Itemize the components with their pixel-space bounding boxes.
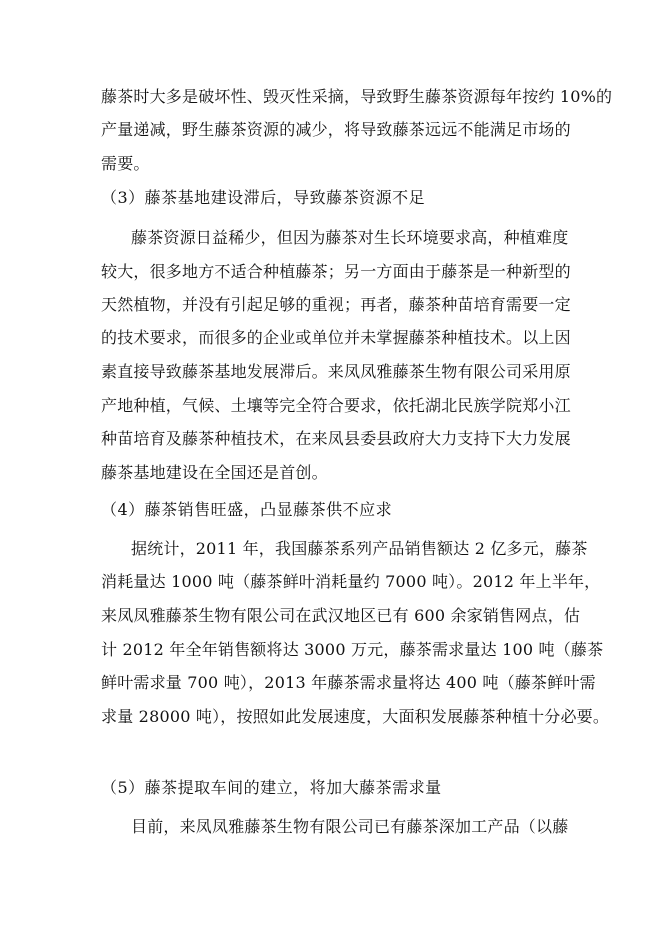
body-text-line: 鲜叶需求量 700 吨），2013 年藤茶需求量将达 400 吨（藤茶鲜叶需 — [101, 673, 596, 692]
body-text-line: 消耗量达 1000 吨（藤茶鲜叶消耗量约 7000 吨）。2012 年上半年， — [101, 572, 601, 591]
body-text-line: 种苗培育及藤茶种植技术，在来凤县委县政府大力支持下大力发展 — [101, 429, 571, 448]
body-text-line: 据统计，2011 年，我国藤茶系列产品销售额达 2 亿多元，藤茶 — [131, 539, 588, 558]
body-text-line: 产量递减，野生藤茶资源的减少，将导致藤茶远远不能满足市场的 — [101, 120, 571, 139]
body-text-line: 需要。 — [101, 154, 150, 173]
body-text-line: 天然植物，并没有引起足够的重视；再者，藤茶种苗培育需要一定 — [101, 295, 571, 314]
section-heading-4: （4）藤茶销售旺盛，凸显藤茶供不应求 — [101, 500, 393, 519]
body-text-line: 藤茶基地建设在全国还是首创。 — [101, 463, 328, 482]
body-text-line: 藤茶时大多是破坏性、毁灭性采摘，导致野生藤茶资源每年按约 10%的 — [101, 87, 613, 106]
body-text-line: 较大，很多地方不适合种植藤茶；另一方面由于藤茶是一种新型的 — [101, 262, 571, 281]
body-text-line: 素直接导致藤茶基地发展滞后。来凤凤雅藤茶生物有限公司采用原 — [101, 362, 571, 381]
body-text-line: 产地种植，气候、土壤等完全符合要求，依托湖北民族学院郑小江 — [101, 396, 571, 415]
body-text-line: 计 2012 年全年销售额将达 3000 万元，藤茶需求量达 100 吨（藤茶 — [101, 640, 604, 659]
section-heading-3: （3）藤茶基地建设滞后，导致藤茶资源不足 — [101, 188, 426, 207]
body-text-line: 来凤凤雅藤茶生物有限公司在武汉地区已有 600 余家销售网点，估 — [101, 606, 581, 625]
section-heading-5: （5）藤茶提取车间的建立，将加大藤茶需求量 — [101, 778, 442, 797]
body-text-line: 目前，来凤凤雅藤茶生物有限公司已有藤茶深加工产品（以藤 — [131, 817, 569, 836]
body-text-line: 藤茶资源日益稀少，但因为藤茶对生长环境要求高，种植难度 — [131, 228, 569, 247]
body-text-line: 求量 28000 吨），按照如此发展速度，大面积发展藤茶种植十分必要。 — [101, 707, 610, 726]
body-text-line: 的技术要求，而很多的企业或单位并未掌握藤茶种植技术。以上因 — [101, 328, 571, 347]
